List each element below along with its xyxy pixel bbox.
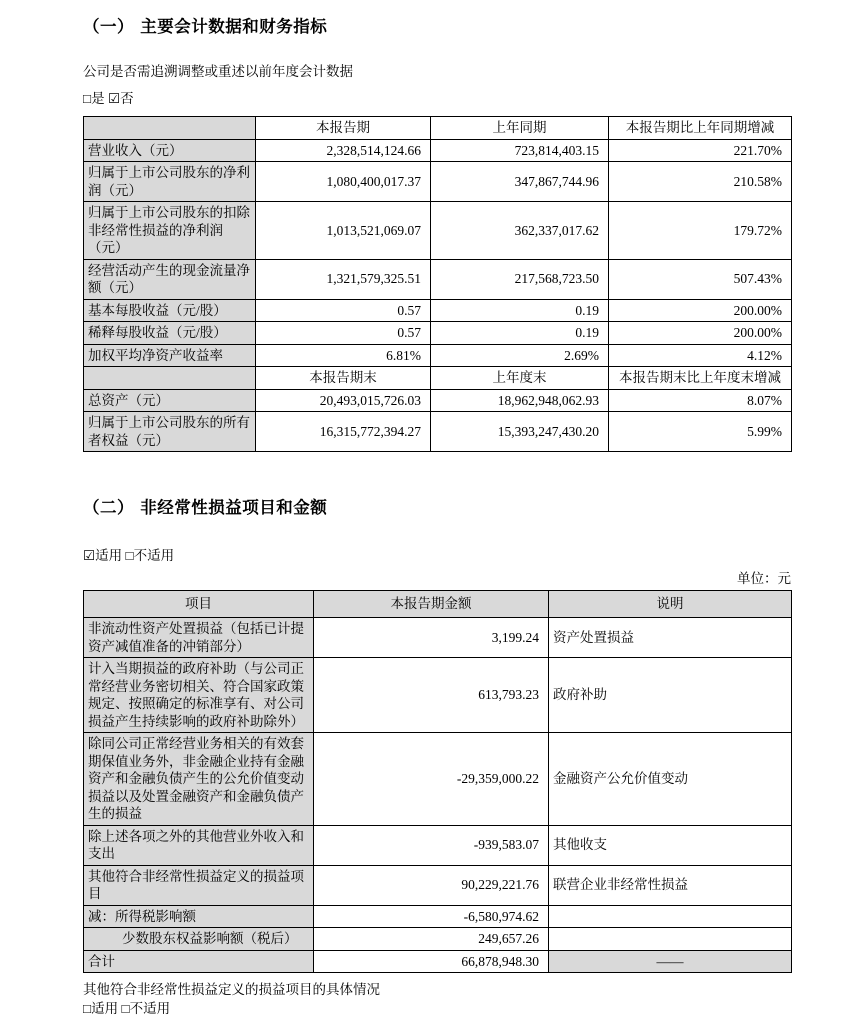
table-row-fair-value-change — [84, 733, 792, 826]
note-cell: 资产处置损益 — [549, 618, 792, 658]
restatement-checkboxes: □是 ☑否 — [83, 91, 134, 106]
nonrecurring-items-table — [83, 590, 792, 973]
current-value: 0.57 — [256, 299, 431, 322]
item-label: 计入当期损益的政府补助（与公司正常经营业务密切相关、符合国家政策规定、按照确定的标准享有、对公司损益产生持续影响的政府补助除外） — [84, 658, 314, 733]
table-row-net-profit-excl-nonrecurring — [84, 202, 792, 260]
col-header-item: 项目 — [84, 591, 314, 618]
amount-cell: 90,229,221.76 — [314, 865, 549, 905]
amount-cell: -939,583.07 — [314, 825, 549, 865]
current-value: 6.81% — [256, 344, 431, 367]
table-row-minority-interest-impact — [84, 928, 792, 951]
change-value: 5.99% — [609, 412, 792, 452]
empty-header-cell — [84, 367, 256, 390]
note-cell: 政府补助 — [549, 658, 792, 733]
table-row-government-subsidy — [84, 658, 792, 733]
prior-value: 0.19 — [431, 322, 609, 345]
col-header-end-change: 本报告期末比上年度末增减 — [609, 367, 792, 390]
prior-value: 15,393,247,430.20 — [431, 412, 609, 452]
change-value: 4.12% — [609, 344, 792, 367]
col-header-period-end: 本报告期末 — [256, 367, 431, 390]
prior-value: 217,568,723.50 — [431, 259, 609, 299]
col-header-prior-period: 上年同期 — [431, 117, 609, 140]
row-label: 归属于上市公司股东的所有者权益（元） — [84, 412, 256, 452]
prior-value: 0.19 — [431, 299, 609, 322]
change-value: 200.00% — [609, 322, 792, 345]
item-label: 减：所得税影响额 — [84, 905, 314, 928]
table-row-net-profit — [84, 162, 792, 202]
prior-value: 18,962,948,062.93 — [431, 389, 609, 412]
note-cell: 联营企业非经常性损益 — [549, 865, 792, 905]
table-row-other-nonoperating — [84, 825, 792, 865]
total-note-cell: —— — [549, 950, 792, 973]
current-value: 20,493,015,726.03 — [256, 389, 431, 412]
table-row-revenue — [84, 139, 792, 162]
item-label: 除上述各项之外的其他营业外收入和支出 — [84, 825, 314, 865]
change-value: 8.07% — [609, 389, 792, 412]
row-label: 归属于上市公司股东的扣除非经常性损益的净利润（元） — [84, 202, 256, 260]
table-row-asset-disposal — [84, 618, 792, 658]
table-row-basic-eps — [84, 299, 792, 322]
change-value: 200.00% — [609, 299, 792, 322]
item-label: 其他符合非经常性损益定义的损益项目 — [84, 865, 314, 905]
note-cell: 其他收支 — [549, 825, 792, 865]
prior-value: 2.69% — [431, 344, 609, 367]
table-row-total-assets — [84, 389, 792, 412]
row-label: 经营活动产生的现金流量净额（元） — [84, 259, 256, 299]
table-row-owners-equity — [84, 412, 792, 452]
col-header-current-period: 本报告期 — [256, 117, 431, 140]
table-row-operating-cash-flow — [84, 259, 792, 299]
note-cell — [549, 905, 792, 928]
row-label: 基本每股收益（元/股） — [84, 299, 256, 322]
amount-cell: -29,359,000.22 — [314, 733, 549, 826]
table-row-weighted-roe — [84, 344, 792, 367]
other-items-detail-note: 其他符合非经常性损益定义的损益项目的具体情况 — [83, 982, 380, 997]
amount-cell: 3,199.24 — [314, 618, 549, 658]
row-label: 营业收入（元） — [84, 139, 256, 162]
col-header-prior-year-end: 上年度末 — [431, 367, 609, 390]
item-label: 非流动性资产处置损益（包括已计提资产减值准备的冲销部分） — [84, 618, 314, 658]
item-label: 少数股东权益影响额（税后） — [84, 928, 314, 951]
applicable-checkboxes: ☑适用 □不适用 — [83, 548, 175, 563]
change-value: 507.43% — [609, 259, 792, 299]
col-header-note: 说明 — [549, 591, 792, 618]
total-amount-cell: 66,878,948.30 — [314, 950, 549, 973]
table-row-income-tax-impact — [84, 905, 792, 928]
change-value: 221.70% — [609, 139, 792, 162]
table-row-total — [84, 950, 792, 973]
total-label: 合计 — [84, 950, 314, 973]
current-value: 1,321,579,325.51 — [256, 259, 431, 299]
prior-value: 723,814,403.15 — [431, 139, 609, 162]
amount-cell: 249,657.26 — [314, 928, 549, 951]
period-end-header-row — [84, 367, 792, 390]
row-label: 稀释每股收益（元/股） — [84, 322, 256, 345]
row-label: 加权平均净资产收益率 — [84, 344, 256, 367]
unit-label: 单位：元 — [737, 571, 791, 586]
note-cell — [549, 928, 792, 951]
row-label: 总资产（元） — [84, 389, 256, 412]
key-financials-table — [83, 116, 792, 452]
change-value: 179.72% — [609, 202, 792, 260]
change-value: 210.58% — [609, 162, 792, 202]
amount-cell: -6,580,974.62 — [314, 905, 549, 928]
current-value: 0.57 — [256, 322, 431, 345]
col-header-amount: 本报告期金额 — [314, 591, 549, 618]
current-value: 16,315,772,394.27 — [256, 412, 431, 452]
period-header-row — [84, 117, 792, 140]
table-row-other-nonrecurring-items — [84, 865, 792, 905]
amount-cell: 613,793.23 — [314, 658, 549, 733]
item-label: 除同公司正常经营业务相关的有效套期保值业务外，非金融企业持有金融资产和金融负债产生的公允价值变动损益以及处置金融资产和金融负债产生的损益 — [84, 733, 314, 826]
col-header-change: 本报告期比上年同期增减 — [609, 117, 792, 140]
cutoff-checkbox-line: □适用 □不适用 — [83, 1001, 171, 1016]
report-page — [83, 0, 793, 1016]
current-value: 1,013,521,069.07 — [256, 202, 431, 260]
section1-title: （一） 主要会计数据和财务指标 — [83, 17, 328, 36]
empty-header-cell — [84, 117, 256, 140]
current-value: 2,328,514,124.66 — [256, 139, 431, 162]
current-value: 1,080,400,017.37 — [256, 162, 431, 202]
table2-header-row — [84, 591, 792, 618]
restatement-question: 公司是否需追溯调整或重述以前年度会计数据 — [83, 64, 353, 79]
section2-title: （二） 非经常性损益项目和金额 — [83, 498, 328, 517]
note-cell: 金融资产公允价值变动 — [549, 733, 792, 826]
row-label: 归属于上市公司股东的净利润（元） — [84, 162, 256, 202]
prior-value: 347,867,744.96 — [431, 162, 609, 202]
prior-value: 362,337,017.62 — [431, 202, 609, 260]
table-row-diluted-eps — [84, 322, 792, 345]
